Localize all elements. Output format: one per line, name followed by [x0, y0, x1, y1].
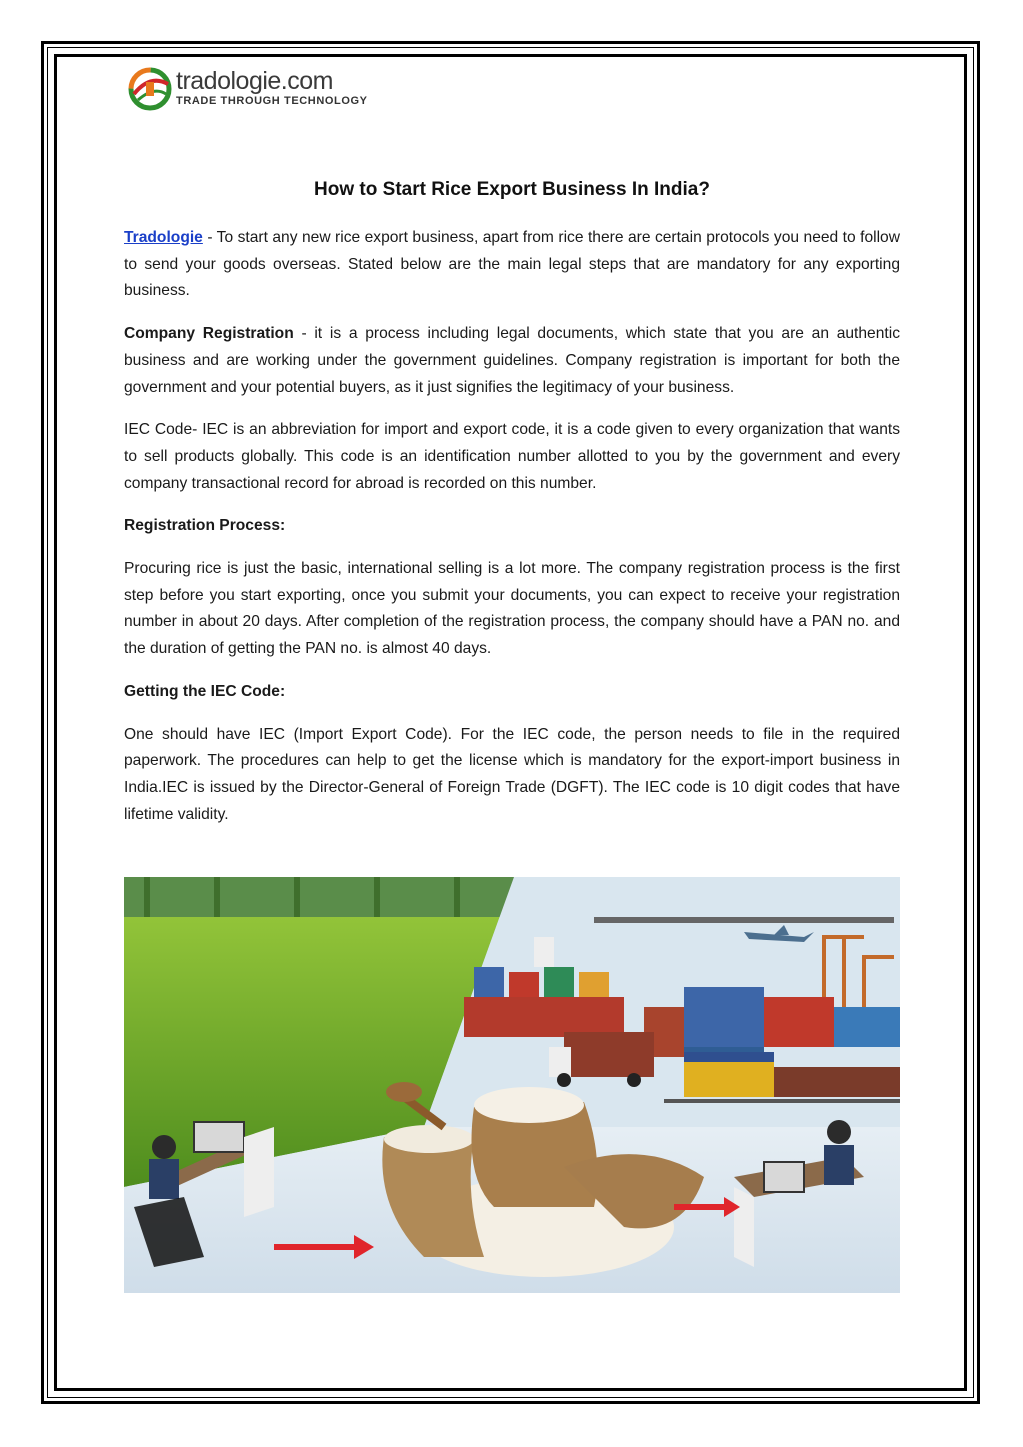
logo-name: tradologie.com [176, 67, 333, 95]
tradologie-link[interactable]: Tradologie [124, 229, 203, 246]
intro-text: - To start any new rice export business, apart from rice there are certain protocols you need to follow to send your goods overseas. Stated below are the main legal steps that are mandatory for any exporting business. [124, 229, 900, 300]
registration-process-heading: Registration Process: [124, 517, 286, 535]
iec-code-paragraph: One should have IEC (Import Export Code). For the IEC code, the person needs to file in the required paperwork. The procedures can help to get the license which is mandatory for the export-import business in India.IEC is issued by the Director-General of Foreign Trade (DGFT). The IEC code is 10 digit codes that have lifetime validity. [124, 725, 900, 823]
registration-process-paragraph: Procuring rice is just the basic, international selling is a lot more. The company registration process is the first step before you start exporting, once you submit your documents, you can expect to receive your registration number in about 20 days. After completion of the registration process, the company should have a PAN no. and the duration of getting the PAN no. is almost 40 days. [124, 560, 900, 658]
intro-paragraph [124, 225, 900, 305]
company-registration-text: - it is a process including legal documents, which state that you are an authentic business and are working under the government guidelines. Company registration is important for both the government and your potential buyers, as it just signifies the legitimacy of your business. [124, 325, 900, 396]
logo-wordmark [176, 68, 368, 108]
article [124, 177, 900, 844]
logo-tagline: TRADE THROUGH TECHNOLOGY [176, 95, 368, 107]
rice-export-illustration [124, 877, 900, 1293]
company-registration-paragraph [124, 321, 900, 401]
iec-code-heading: Getting the IEC Code: [124, 682, 286, 700]
company-registration-label: Company Registration [124, 325, 294, 343]
iec-paragraph: IEC Code- IEC is an abbreviation for import and export code, it is a code given to every organization that wants to sell products globally. This code is an identification number allotted to you by the government and every company transactional record for abroad is recorded on this number. [124, 421, 900, 492]
article-title: How to Start Rice Export Business In India? [314, 179, 710, 200]
